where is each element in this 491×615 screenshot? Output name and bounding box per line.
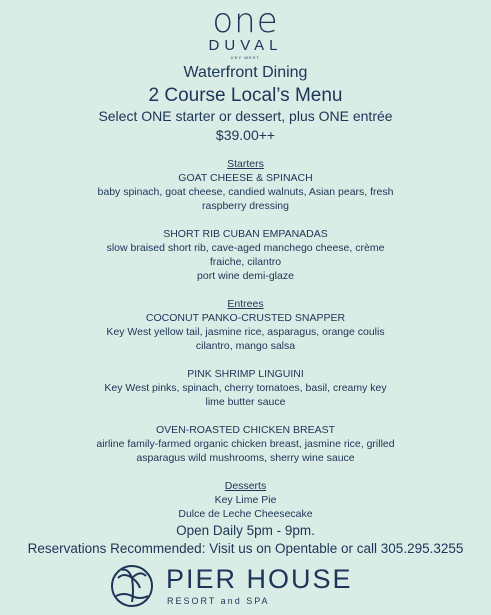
starters-heading: Starters [227, 158, 264, 170]
item-desc: airline family-farmed organic chicken breast, jasmine rice, grilled [96, 438, 395, 450]
item-desc: fraiche, cilantro [209, 256, 282, 268]
item-desc: cilantro, mango salsa [195, 340, 296, 352]
menu-item [0, 227, 491, 283]
one-duval-logo [0, 1, 491, 62]
item-desc: lime butter sauce [205, 396, 286, 408]
item-name: SHORT RIB CUBAN EMPANADAS [163, 228, 328, 240]
item-desc: asparagus wild mushrooms, sherry wine sauce [136, 452, 355, 464]
dessert-item: Dulce de Leche Cheesecake [178, 508, 313, 520]
opening-hours: Open Daily 5pm - 9pm. [176, 523, 315, 538]
dessert-item: Key Lime Pie [214, 494, 277, 506]
menu-body [0, 157, 491, 521]
item-desc: baby spinach, goat cheese, candied walnuts, Asian pears, fresh [97, 186, 394, 198]
menu-item [0, 367, 491, 409]
palm-tree-icon [110, 562, 158, 610]
item-name: PINK SHRIMP LINGUINI [187, 368, 304, 380]
menu-instructions: Select ONE starter or dessert, plus ONE entrée [98, 108, 393, 124]
item-desc: raspberry dressing [202, 200, 289, 212]
item-name: GOAT CHEESE & SPINACH [178, 172, 313, 184]
item-desc: port wine demi-glaze [197, 270, 294, 282]
menu-item [0, 171, 491, 213]
menu-title: 2 Course Local’s Menu [148, 85, 343, 106]
logo-location-text: KEY WEST [231, 55, 260, 60]
menu-price: $39.00++ [215, 127, 276, 143]
logo-one-text: one [212, 1, 279, 41]
menu-item [0, 311, 491, 353]
item-name: OVEN-ROASTED CHICKEN BREAST [155, 424, 336, 436]
logo-duval-text: DUVAL [208, 37, 283, 54]
item-desc: Key West pinks, spinach, cherry tomatoes, basil, creamy key [104, 382, 387, 394]
desserts-heading: Desserts [224, 480, 267, 492]
pier-house-name: PIER HOUSE [166, 564, 353, 594]
entrees-heading: Entrees [227, 298, 264, 310]
item-desc: Key West yellow tail, jasmine rice, asparagus, orange coulis [106, 326, 385, 338]
item-desc: slow braised short rib, cave-aged manchego cheese, crème [106, 242, 385, 254]
pier-house-logo [110, 562, 370, 610]
item-name: COCONUT PANKO-CRUSTED SNAPPER [145, 312, 346, 324]
venue-title: Waterfront Dining [183, 64, 308, 81]
reservations-line: Reservations Recommended: Visit us on Opentable or call 305.295.3255 [27, 541, 464, 556]
menu-item [0, 423, 491, 465]
resort-spa-text: RESORT and SPA [167, 596, 270, 606]
